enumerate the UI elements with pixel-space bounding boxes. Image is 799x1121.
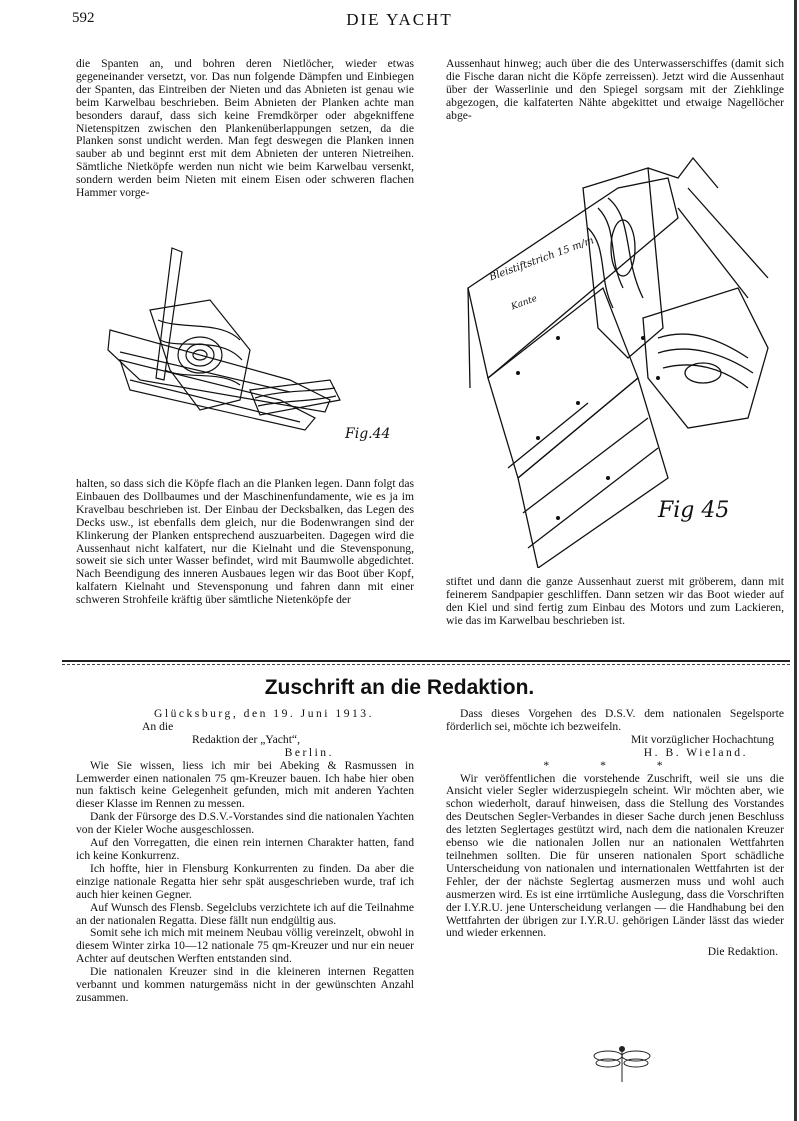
letter-paragraph: Dank der Fürsorge des D.S.V.-Vorstandes sind die nationalen Yachten von der Kieler Woche ausgeschlossen. <box>76 810 414 837</box>
letter-closing: Mit vorzüglicher Hochachtung <box>631 732 774 746</box>
figure-44-drawing <box>100 240 400 455</box>
paragraph: Aussenhaut hinweg; auch über die des Unterwasserschiffes (damit sich die Fische daran nicht die Köpfe zerreissen). Jetzt wird die Aussenhaut über der Wasserlinie und den Spiegel sorgsam mit der Ziehklinge abgezogen, die kalfaterten Nähte abgekittet und etwaige Nagellöcher abge- <box>446 57 784 122</box>
right-column-top <box>446 58 784 123</box>
editorial-reply: Wir veröffentlichen die vorstehende Zuschrift, weil sie uns die Ansicht vieler Segler widerzuspiegeln scheint. Wir möchten aber, wie schon wiederholt, darauf hinweisen, dass die Stellung des Vorstandes des Deutschen Segler-Verbandes in dieser Sache durch jenen Beschluss des letzten Seglertages gestützt wird, nach dem die nationalen Kreuzer ebenso wie die nationalen Jollen nur an nationalen Wettfahrten teilnehmen sollten. Die für unseren nationalen Sport schädliche Unterscheidung von nationalen und internationalen Wettfahrten ist der Fehler, der der nächste Seglertag ausmerzen muss und wohl auch ausmerzen wird. Es ist eine irrtümliche Auslegung, dass die Vorschriften der I.Y.R.U. jene Unterscheidung verlangen — die Handhabung bei den Wettfahrten der übrigen zur I.Y.R.U. gehörigen Länder lässt das wieder und wieder erkennen. <box>446 771 784 940</box>
letter-right-column <box>446 708 784 959</box>
figure-45-drawing <box>448 148 788 568</box>
letter-paragraph: Ich hoffte, hier in Flensburg Konkurrenten zu finden. Da aber die einzige nationale Regatta hier sehr spät ausgeschrieben wurde, traf ich auch hier keinen Gegner. <box>76 861 414 901</box>
running-head: DIE YACHT <box>346 10 453 29</box>
left-column-bottom <box>76 478 414 607</box>
page-edge-bar <box>794 0 797 1121</box>
figure-45-inscription: Bleistiftstrich 15 m/m <box>488 235 596 284</box>
letter-salutation-city: Berlin. <box>284 745 334 759</box>
figure-44 <box>100 240 400 455</box>
left-column-top <box>76 58 414 200</box>
letter-paragraph: Auf den Vorregatten, die einen rein internen Charakter hatten, fand ich keine Konkurrenz. <box>76 836 414 862</box>
figure-45-inscription-2: Kante <box>510 293 539 313</box>
paragraph: die Spanten an, und bohren deren Nietlöcher, wieder etwas gegeneinander versetzt, vor. Das nun folgende Dämpfen und Einbiegen der Spanten, das Eintreiben der Nieten und das Abnieten ist genau wie beim Karwelbau beschrieben. Beim Abnieten der Planken achte man besonders darauf, dass sich keine Fremdkörper oder abgekniffene Nietenspitzen zwischen den Plankenüberlappungen setzen, da die Planken sonst undicht werden. Man fegt deswegen die Planken innen sauber ab und beginnt erst mit dem Abnieten der unteren Nietreihen. Sämtliche Nietköpfe werden nun nicht wie beim Karwelbau versenkt, sondern werden beim Nieten mit einem Eisen oder schweren flachen Hammer vorge- <box>76 57 414 200</box>
section-divider-thin <box>62 664 790 665</box>
letter-paragraph: Somit sehe ich mich mit meinem Neubau völlig vereinzelt, obwohl in diesem Winter zirka 10—12 nationale 75 qm-Kreuzer und nur ein neuer Achter auf deutschen Werften entstanden sind. <box>76 926 414 966</box>
figure-45-label: Fig 45 <box>658 498 730 523</box>
paragraph: halten, so dass sich die Köpfe flach an die Planken legen. Dann folgt das Einbauen des Dollbaumes und der Maschinenfundamente, wie es ja im Kravelbau beschrieben ist. Der Einbau der Decksbalken, das Legen des Decks usw., ist ebenfalls dem gleich, nur die Bodenwrangen sind der Klinkerung der Planken entsprechend auszuarbeiten. Dagegen wird die Aussenhaut nicht kalfatert, nur die Kielnaht und die Stevensponung, soweit sie sich unter Wasser befindet, wird mit Baumwolle abgedichtet. Nach Beendigung des inneren Ausbaues legen wir das Boot über Kopf, kalfatern Kielnaht und Stevensponung und fahren dann mit einer schweren Strohfeile kräftig über sämtliche Nietenköpfe der <box>76 477 414 607</box>
letter-left-column <box>76 708 414 1005</box>
letter-salutation-redaktion: Redaktion der „Yacht“, <box>192 732 300 746</box>
letter-paragraph: Auf Wunsch des Flensb. Segelclubs verzichtete ich auf die Teilnahme an der nationalen Regatta. Diese fällt nun endgültig aus. <box>76 900 414 927</box>
letter-paragraph: Wie Sie wissen, liess ich mir bei Abeking & Rasmussen in Lemwerder einen nationalen 75 qm-Kreuzer bauen. Ich habe hier oben nun faktisch keine Gelegenheit gefunden, mich mit anderen Yachten dieser Klasse im Rennen zu messen. <box>76 758 414 811</box>
separator-stars: * * * <box>543 758 687 772</box>
figure-44-label: Fig.44 <box>345 426 391 442</box>
letter-closing-paragraph: Dass dieses Vorgehen des D.S.V. dem nationalen Segelsporte förderlich sei, möchte ich bezweifeln. <box>446 707 784 733</box>
dragonfly-ornament-icon <box>592 1040 652 1085</box>
editorial-signature: Die Redaktion. <box>707 945 778 959</box>
right-column-bottom <box>446 576 784 628</box>
letter-title: Zuschrift an die Redaktion. <box>264 676 535 699</box>
letter-salutation-an: An die <box>142 719 174 733</box>
page-number: 592 <box>72 10 95 26</box>
section-divider <box>62 660 790 662</box>
letter-place-date: Glücksburg, den 19. Juni 1913. <box>153 707 374 720</box>
letter-signature: H. B. Wieland. <box>643 745 748 759</box>
figure-45 <box>448 148 788 568</box>
letter-paragraph: Die nationalen Kreuzer sind in die kleineren internen Regatten verbannt und kommen naturgemäss nicht in der gewünschten Anzahl zusammen. <box>76 965 414 1004</box>
paragraph: stiftet und dann die ganze Aussenhaut zuerst mit gröberem, dann mit feinerem Sandpapier geschliffen. Dann setzen wir das Boot wieder auf den Kiel und sind fertig zum Einbau des Motors und zum Lackieren, wie das im Karwelbau beschrieben ist. <box>446 575 784 627</box>
